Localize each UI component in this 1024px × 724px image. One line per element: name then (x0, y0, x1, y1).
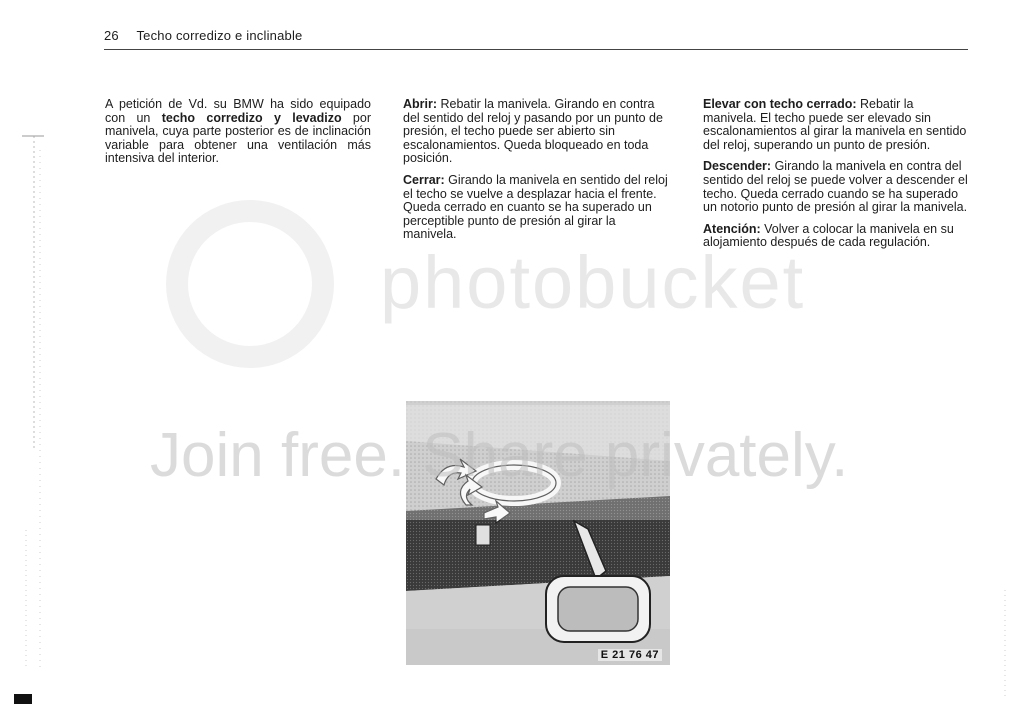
abrir-text: Rebatir la manivela. Girando en contra del sentido del reloj y pasando por un punto de presión, el techo puede ser abierto sin escalonamientos. Queda bloqueado en toda posición. (403, 97, 663, 166)
intro-text-2: por manivela, cuya parte posterior es de inclinación variable para obtener una ventilación más intensiva del interior. (105, 110, 371, 166)
page-title: Techo corredizo e inclinable (136, 28, 303, 43)
atencion-paragraph (703, 223, 969, 250)
column-intro (105, 98, 371, 174)
page-number: 26 (104, 28, 119, 43)
page-header (104, 28, 302, 43)
scan-corner-mark (14, 694, 32, 704)
watermark-brand: photobucket (380, 241, 806, 324)
cerrar-paragraph (403, 174, 669, 242)
elevar-paragraph (703, 98, 969, 152)
watermark-logo-ring (166, 200, 334, 368)
watermark-slogan: Join free. Share privately. (150, 421, 849, 490)
column-open-close (403, 98, 669, 250)
scan-right-marks (1000, 590, 1010, 700)
header-rule (104, 49, 968, 50)
intro-bold: techo corredizo y levadizo (161, 110, 342, 125)
atencion-text: Volver a colocar la manivela en su alojamiento después de cada regulación. (703, 221, 954, 250)
cerrar-label: Cerrar: (403, 172, 445, 187)
elevar-label: Elevar con techo cerrado: (703, 97, 857, 111)
atencion-label: Atención: (703, 221, 761, 236)
cerrar-text: Girando la manivela en sentido del reloj el techo se vuelve a desplazar hacia el frente. Queda cerrado en cuanto se ha superado un perceptible punto de presión al girar la manivela. (403, 172, 668, 242)
abrir-label: Abrir: (403, 97, 438, 111)
sunroof-crank-illustration (406, 401, 670, 665)
illustration-drawing (406, 401, 670, 665)
descender-paragraph (703, 160, 969, 214)
intro-text-1: A petición de Vd. su BMW ha sido equipado con un (105, 97, 371, 125)
elevar-text: Rebatir la manivela. El techo puede ser elevado sin escalonamientos al girar la manivela en sentido del reloj, superando un punto de presión. (703, 97, 967, 152)
descender-label: Descender: (703, 159, 772, 174)
abrir-paragraph (403, 98, 669, 166)
intro-paragraph (105, 98, 371, 166)
descender-text: Girando la manivela en contra del sentido del reloj se puede volver a descender el techo. Queda cerrado cuando se ha superado un notorio punto de presión al girar la manivela. (703, 159, 968, 215)
scan-margin-marks (18, 130, 48, 690)
figure-code: E 21 76 47 (598, 649, 662, 661)
column-raise-lower (703, 98, 969, 258)
